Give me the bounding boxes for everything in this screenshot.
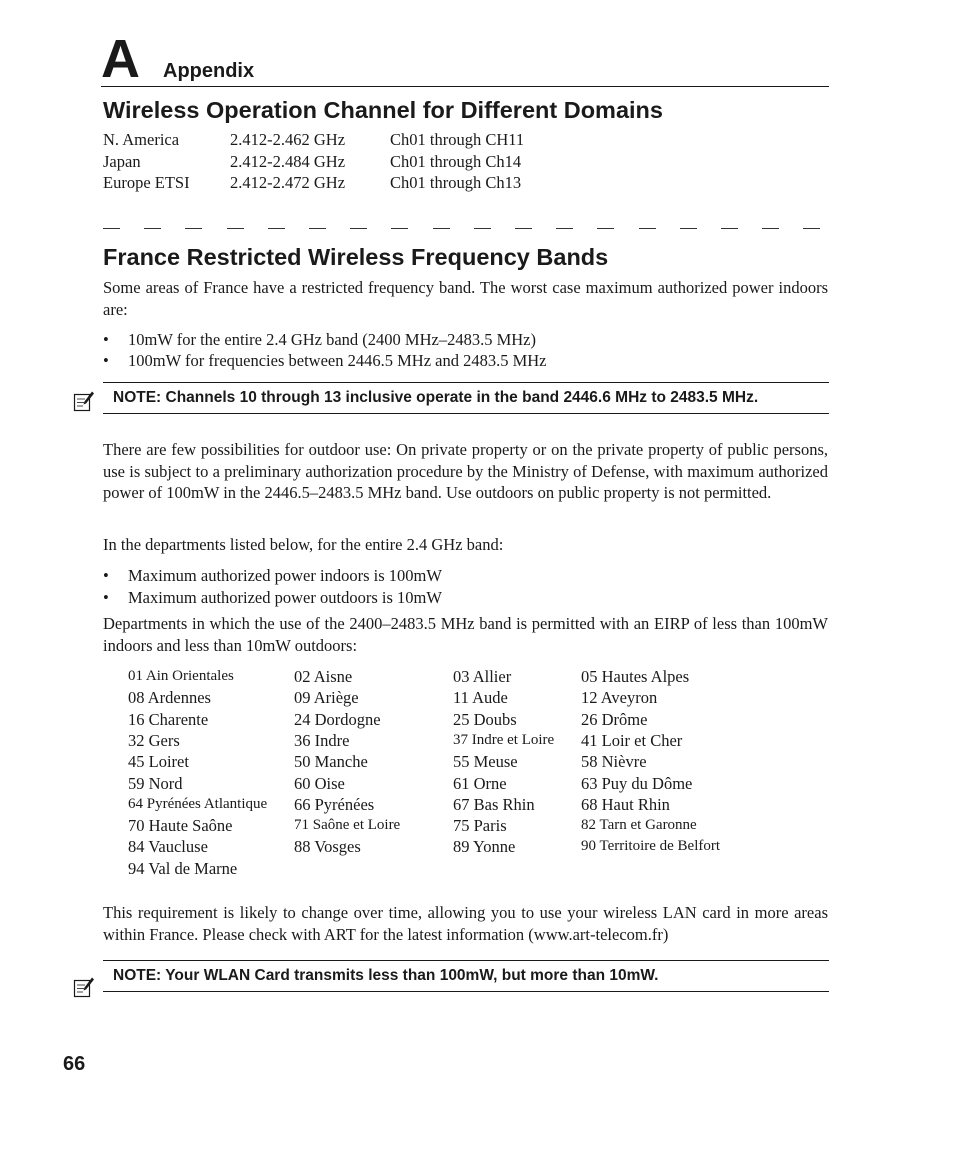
department-entry: 67 Bas Rhin — [453, 794, 535, 814]
departments-paragraph: In the departments listed below, for the entire 2.4 GHz band: — [103, 535, 504, 554]
department-entry: 09 Ariège — [294, 688, 359, 708]
note-box — [103, 382, 829, 414]
section-label: Appendix — [163, 60, 255, 82]
department-entry: 75 Paris — [453, 816, 507, 836]
list-item-text: Maximum authorized power outdoors is 10mW — [128, 588, 442, 607]
channel-range: Ch01 through Ch14 — [390, 152, 522, 171]
department-entry: 90 Territoire de Belfort — [581, 838, 721, 855]
note-text: NOTE: Channels 10 through 13 inclusive operate in the band 2446.6 MHz to 2483.5 MHz. — [113, 389, 759, 406]
note-pencil-icon — [73, 976, 95, 998]
bullet-icon: • — [103, 351, 109, 370]
department-entry: 63 Puy du Dôme — [581, 773, 693, 793]
department-entry: 82 Tarn et Garonne — [581, 817, 697, 834]
department-entry: 45 Loiret — [128, 752, 189, 772]
department-entry: 70 Haute Saône — [128, 816, 233, 836]
department-entry: 11 Aude — [453, 688, 508, 708]
channel-range: Ch01 through Ch13 — [390, 173, 522, 192]
bullet-icon: • — [103, 566, 109, 585]
list-item-text: 10mW for the entire 2.4 GHz band (2400 MHz–2483.5 MHz) — [128, 330, 536, 349]
department-entry: 26 Drôme — [581, 709, 648, 729]
department-entry: 61 Orne — [453, 773, 507, 793]
appendix-letter: A — [101, 29, 140, 89]
department-entry: 50 Manche — [294, 752, 368, 772]
department-entry: 05 Hautes Alpes — [581, 667, 690, 686]
bullet-icon: • — [103, 588, 109, 607]
channel-frequency: 2.412-2.484 GHz — [230, 152, 346, 171]
department-entry: 88 Vosges — [294, 837, 361, 857]
department-entry: 71 Saône et Loire — [294, 817, 401, 834]
department-entry: 08 Ardennes — [128, 688, 211, 708]
page-number: 66 — [63, 1053, 86, 1075]
department-entry: 64 Pyrénées Atlantique — [128, 795, 268, 812]
channel-frequency: 2.412-2.472 GHz — [230, 173, 346, 192]
department-entry: 36 Indre — [294, 730, 350, 750]
department-entry: 37 Indre et Loire — [453, 731, 555, 748]
department-entry: 89 Yonne — [453, 837, 516, 857]
department-entry: 59 Nord — [128, 773, 183, 793]
department-entry: 24 Dordogne — [294, 709, 381, 729]
department-entry: 01 Ain Orientales — [128, 668, 234, 684]
outdoor-use-paragraph: There are few possibilities for outdoor use: On private property or on the private property of public persons, use is subject to a preliminary authorization procedure by the Ministry of Defense, with maximum authorized power of 100mW in the 2446.5–2483.5 MHz band. Use outdoors on public property is not permitted. — [103, 440, 828, 502]
eirp-paragraph: Departments in which the use of the 2400–2483.5 MHz band is permitted with an EIRP of less than 100mW indoors and less than 10mW outdoors: — [103, 614, 828, 655]
header-rule — [101, 86, 829, 87]
note-box — [103, 960, 829, 992]
department-entry: 84 Vaucluse — [128, 837, 208, 857]
department-entry: 58 Nièvre — [581, 752, 647, 772]
requirement-change-paragraph: This requirement is likely to change over time, allowing you to use your wireless LAN card in more areas within France. Please check with ART for the latest information (www.art-telecom.fr) — [103, 903, 828, 944]
dashed-separator — [103, 221, 829, 237]
department-entry: 12 Aveyron — [581, 688, 658, 708]
list-item-text: Maximum authorized power indoors is 100mW — [128, 566, 442, 585]
note-pencil-icon — [73, 390, 95, 412]
department-entry: 16 Charente — [128, 709, 209, 729]
france-heading: France Restricted Wireless Frequency Bands — [103, 244, 609, 270]
channel-domain: N. America — [103, 130, 180, 149]
department-entry: 02 Aisne — [294, 667, 353, 686]
department-entry: 32 Gers — [128, 730, 180, 750]
department-entry: 55 Meuse — [453, 752, 518, 772]
department-entry: 41 Loir et Cher — [581, 730, 683, 750]
department-entry: 03 Allier — [453, 667, 512, 686]
department-entry: 94 Val de Marne — [128, 858, 238, 878]
channel-range: Ch01 through CH11 — [390, 130, 525, 149]
channels-heading: Wireless Operation Channel for Different Domains — [103, 97, 663, 123]
department-entry: 66 Pyrénées — [294, 794, 375, 814]
department-entry: 68 Haut Rhin — [581, 794, 670, 814]
channel-frequency: 2.412-2.462 GHz — [230, 130, 346, 149]
note-text: NOTE: Your WLAN Card transmits less than 100mW, but more than 10mW. — [113, 967, 659, 984]
france-intro: Some areas of France have a restricted frequency band. The worst case maximum authorized power indoors are: — [103, 278, 828, 319]
channel-domain: Europe ETSI — [103, 173, 190, 192]
department-entry: 60 Oise — [294, 773, 345, 793]
channel-domain: Japan — [103, 152, 141, 171]
bullet-icon: • — [103, 330, 109, 349]
department-entry: 25 Doubs — [453, 709, 517, 729]
list-item-text: 100mW for frequencies between 2446.5 MHz and 2483.5 MHz — [128, 351, 547, 370]
